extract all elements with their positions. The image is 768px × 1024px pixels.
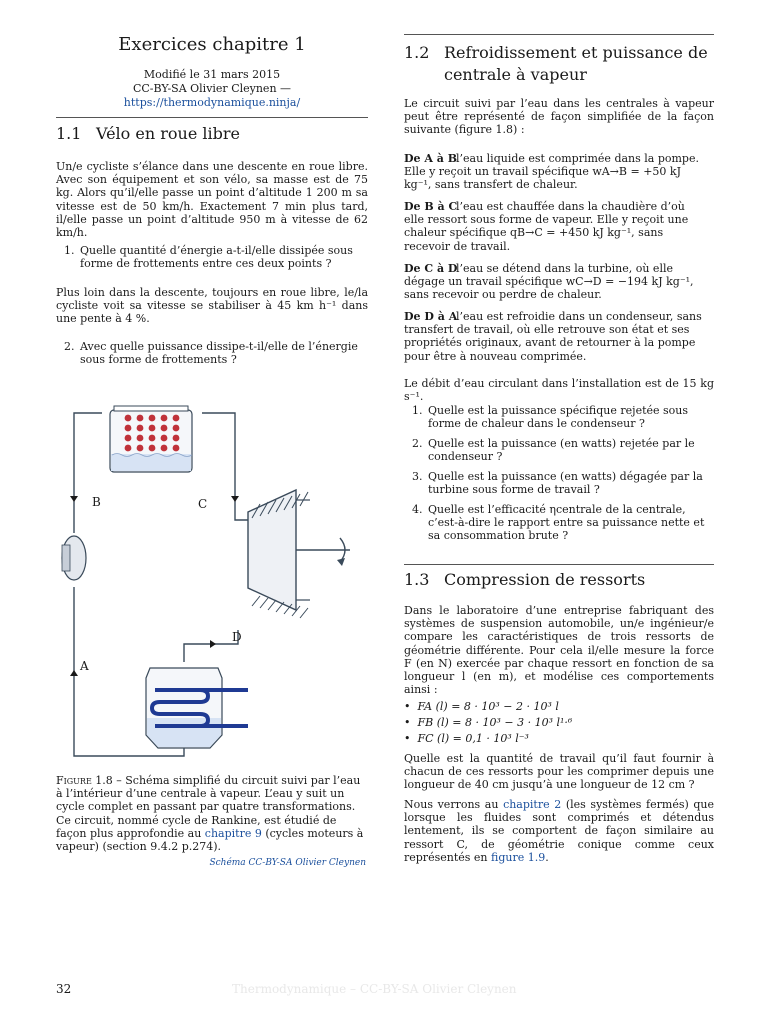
heat-droplet — [173, 415, 180, 422]
turbine-casing-hatch — [300, 608, 308, 618]
heat-droplet — [125, 415, 132, 422]
heat-droplet — [125, 435, 132, 442]
flow-rate: Le débit d’eau circulant dans l’installation est de 15 kg s⁻¹. — [404, 377, 714, 404]
arrow-d — [210, 640, 216, 648]
arrow-c — [231, 496, 239, 502]
section-rule — [404, 564, 714, 565]
heat-droplet — [161, 425, 168, 432]
license-line: CC-BY-SA Olivier Cleynen — — [132, 82, 292, 95]
heat-droplet — [161, 415, 168, 422]
step-a-b: De A à B l’eau liquide est comprimée dans la pompe. Elle y reçoit un travail spécifique wA→B = +50 kJ kg⁻¹, sans transfert de chaleur. — [404, 152, 699, 192]
question-2-1: 1. Quelle est la puissance spécifique rejetée sous forme de chaleur dans le condenseur ? — [412, 404, 689, 431]
heat-droplet — [161, 445, 168, 452]
heat-droplet — [173, 435, 180, 442]
section-1-2-title: 1.2 Refroidissement et puissance de centrale à vapeur — [404, 43, 708, 84]
heat-droplet — [149, 435, 156, 442]
section-1-1-title: 1.1 Vélo en roue libre — [56, 124, 240, 143]
formula-b: • FB (l) = 8 · 10³ − 3 · 10³ l¹·⁶ — [404, 716, 573, 729]
circuit-intro: Le circuit suivi par l’eau dans les centrales à vapeur peut être représenté de façon simplifiée de la façon suivante (figure 1.8) : — [404, 97, 714, 137]
heat-droplet — [149, 445, 156, 452]
step-d-a: De D à A l’eau est refroidie dans un condenseur, sans transfert de travail, où elle retrouve son état et ses propriétés originaux, avant de retourner à la pompe pour être à nouveau comprimée. — [404, 310, 702, 363]
turbine-casing-hatch — [300, 492, 308, 506]
heat-droplet — [173, 425, 180, 432]
arrow-b — [70, 496, 78, 502]
turbine-casing-hatch — [276, 602, 284, 612]
page-number: 32 — [56, 982, 72, 996]
website-link-wrap — [56, 96, 368, 110]
section-rule — [404, 34, 714, 35]
condenser — [146, 668, 248, 748]
heat-droplet — [125, 425, 132, 432]
heat-droplet — [161, 435, 168, 442]
heat-droplet — [137, 425, 144, 432]
heat-droplet — [149, 425, 156, 432]
question-1-1: 1. Quelle quantité d’énergie a-t-il/elle dissipée sous forme de frottements entre ces deux points ? — [64, 244, 353, 271]
note-paragraph: Nous verrons au chapitre 2 (les systèmes fermés) que lorsque les fluides sont comprimés et détendus lentement, ils se comportent de façon similaire au ressort C, de géométrie conique comme ceux représentés en figure 1.9. — [404, 798, 715, 864]
website-link[interactable]: https://thermodynamique.ninja/ — [123, 96, 301, 109]
heat-droplet — [149, 415, 156, 422]
figure-credit: Schéma CC-BY-SA Olivier Cleynen — [209, 858, 366, 868]
label-b: B — [92, 495, 101, 509]
section-rule — [56, 117, 368, 118]
pipe-condenser-pump — [74, 413, 102, 533]
label-d: D — [232, 630, 242, 644]
step-b-c: De B à C l’eau est chauffée dans la chaudière d’où elle ressort sous forme de vapeur. Elle y reçoit une chaleur spécifique qB→C = +450 kJ kg⁻¹, sans recevoir de travail. — [404, 200, 689, 253]
turbine-casing-hatch — [260, 598, 268, 608]
modified-date: Modifié le 31 mars 2015 — [143, 68, 281, 81]
heat-droplet — [125, 445, 132, 452]
cyclist-paragraph: Un/e cycliste s’élance dans une descente en roue libre. Avec son équipement et son vélo, sa masse est de 75 kg. Alors qu’il/elle passe un point d’altitude 1 200 m sa vitesse est de 50 km/h. Exactement 7 min plus tard, il/elle passe un point d’altitude 950 m à vitesse de 62 km/h. — [56, 160, 368, 240]
step-c-d: De C à D l’eau se détend dans la turbine, où elle dégage un travail spécifique wC→D = −194 kJ kg⁻¹, sans recevoir ou perdre de chaleur. — [404, 262, 694, 302]
formula-c: • FC (l) = 0,1 · 10³ l⁻³ — [404, 732, 529, 745]
label-a: A — [80, 659, 89, 673]
footer-watermark: Thermodynamique – CC-BY-SA Olivier Cleynen — [232, 982, 517, 996]
turbine — [248, 490, 350, 618]
pump — [62, 536, 86, 580]
turbine-casing-hatch — [252, 596, 260, 606]
figure-caption: Figure 1.8 – Schéma simplifié du circuit suivi par l’eau à l’intérieur d’une centrale à vapeur. L’eau y suit un cycle complet en passant par quatre transformations. Ce circuit, nommé cycle de Rankine, est étudié de façon plus approfondie au chapitre 9 (cycles moteurs à vapeur) (section 9.4.2 p.274). — [56, 774, 364, 854]
label-c: C — [198, 497, 208, 511]
chapter-9-link[interactable]: chapitre 9 — [204, 826, 262, 840]
figure-1-9-link[interactable]: figure 1.9 — [490, 850, 546, 864]
formula-a: • FA (l) = 8 · 10³ − 2 · 10³ l — [404, 700, 559, 713]
question-1-2: 2. Avec quelle puissance dissipe-t-il/elle de l’énergie sous forme de frottements ? — [64, 340, 358, 367]
descent-paragraph: Plus loin dans la descente, toujours en roue libre, le/la cycliste voit sa vitesse se stabiliser à 45 km h⁻¹ dans une pente à 4 %. — [56, 286, 368, 326]
question-2-3: 3. Quelle est la puissance (en watts) dégagée par la turbine sous forme de travail ? — [412, 470, 703, 497]
section-1-3-title: 1.3 Compression de ressorts — [404, 570, 646, 589]
arrow-a — [70, 670, 78, 676]
heat-droplet — [137, 415, 144, 422]
heat-droplet — [137, 445, 144, 452]
chapter-2-link[interactable]: chapitre 2 — [503, 798, 562, 811]
springs-paragraph: Dans le laboratoire d’une entreprise fabriquant des systèmes de suspension automobile, un/e ingénieur/e compare les caractéristiques de trois ressorts de géométrie différente. Pour cela il/elle mesure la force F (en N) exercée par chaque ressort en fonction de sa longueur l (en m), et modélise ces comportements ainsi : — [404, 604, 714, 697]
heat-droplet — [137, 435, 144, 442]
boiler — [110, 406, 192, 472]
turbine-casing-hatch — [268, 600, 276, 610]
document-title: Exercices chapitre 1 — [118, 34, 306, 55]
rankine-cycle-diagram — [50, 400, 370, 770]
work-question: Quelle est la quantité de travail qu’il faut fournir à chacun de ces ressorts pour les comprimer depuis une longueur de 40 cm jusqu’à une longueur de 12 cm ? — [404, 752, 714, 792]
heat-droplet — [173, 445, 180, 452]
question-2-4: 4. Quelle est l’efficacité ηcentrale de la centrale, c’est-à-dire le rapport entre sa puissance nette et sa consommation brute ? — [412, 503, 705, 543]
question-2-2: 2. Quelle est la puissance (en watts) rejetée par le condenseur ? — [412, 437, 695, 464]
